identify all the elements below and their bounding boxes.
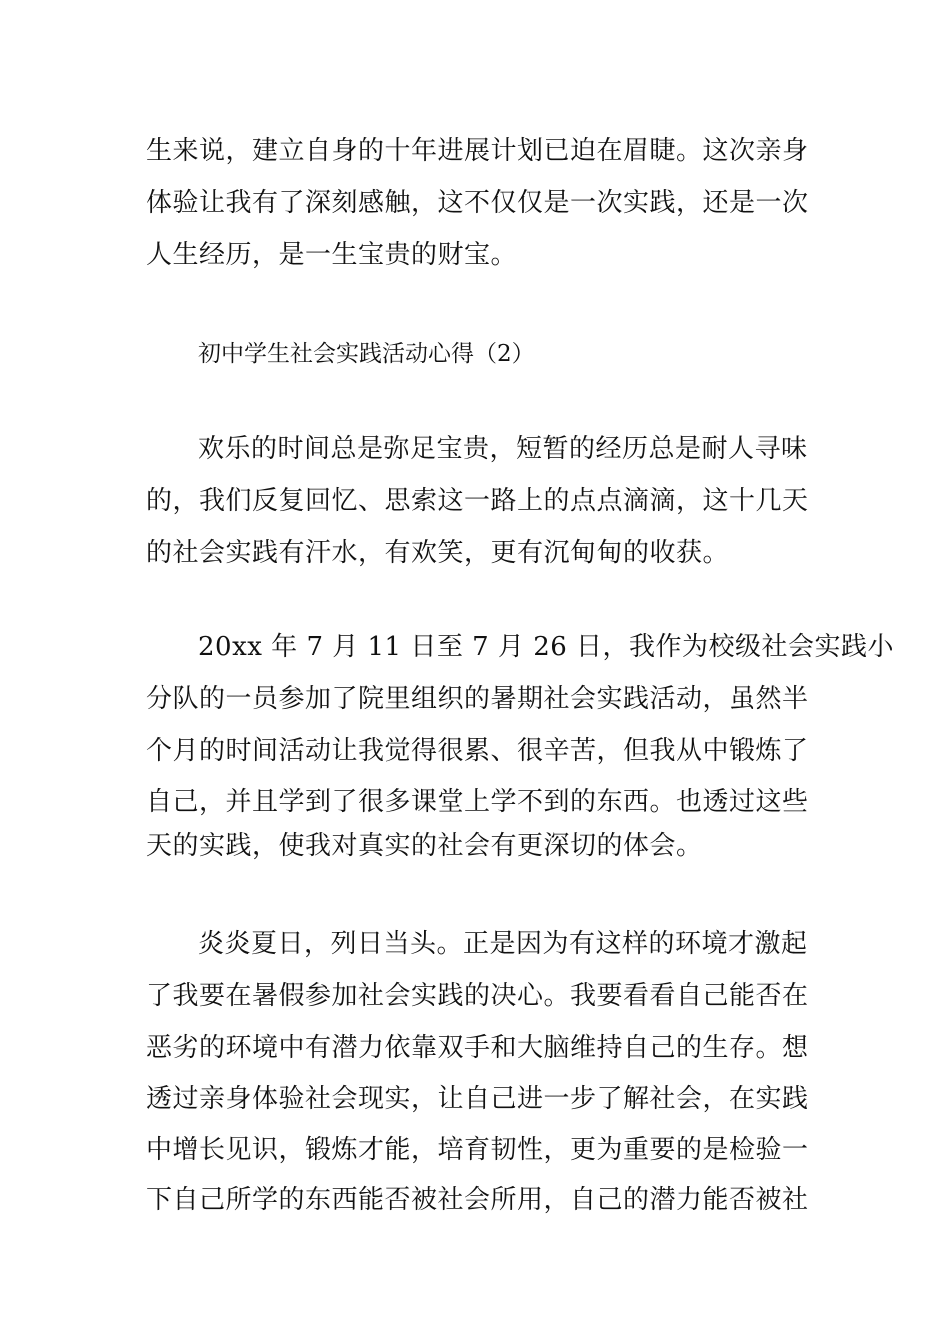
paragraph-line: 20xx 年 7 月 11 日至 7 月 26 日，我作为校级社会实践小 — [198, 632, 895, 662]
paragraph-line: 欢乐的时间总是弥足宝贵，短暂的经历总是耐人寻味 — [198, 434, 808, 464]
paragraph-line: 的，我们反复回忆、思索这一路上的点点滴滴，这十几天 — [146, 486, 809, 516]
paragraph-line: 中增长见识，锻炼才能，培育韧性，更为重要的是检验一 — [146, 1135, 809, 1165]
paragraph-line: 体验让我有了深刻感触，这不仅仅是一次实践，还是一次 — [146, 188, 809, 218]
section-heading: 初中学生社会实践活动心得（2） — [198, 341, 535, 367]
paragraph-line: 分队的一员参加了院里组织的暑期社会实践活动，虽然半 — [146, 684, 809, 714]
paragraph-line: 天的实践，使我对真实的社会有更深切的体会。 — [146, 831, 703, 861]
paragraph-line: 炎炎夏日，列日当头。正是因为有这样的环境才激起 — [198, 929, 808, 959]
paragraph-line: 恶劣的环境中有潜力依靠双手和大脑维持自己的生存。想 — [146, 1033, 809, 1063]
paragraph-line: 下自己所学的东西能否被社会所用，自己的潜力能否被社 — [146, 1185, 809, 1215]
paragraph-line: 个月的时间活动让我觉得很累、很辛苦，但我从中锻炼了 — [146, 736, 809, 766]
paragraph-line: 的社会实践有汗水，有欢笑，更有沉甸甸的收获。 — [146, 538, 730, 568]
paragraph-line: 透过亲身体验社会现实，让自己进一步了解社会，在实践 — [146, 1084, 809, 1114]
paragraph-line: 了我要在暑假参加社会实践的决心。我要看看自己能否在 — [146, 981, 809, 1011]
paragraph-line: 人生经历，是一生宝贵的财宝。 — [146, 240, 518, 270]
paragraph-line: 生来说，建立自身的十年进展计划已迫在眉睫。这次亲身 — [146, 136, 809, 166]
paragraph-line: 自己，并且学到了很多课堂上学不到的东西。也透过这些 — [146, 787, 809, 817]
